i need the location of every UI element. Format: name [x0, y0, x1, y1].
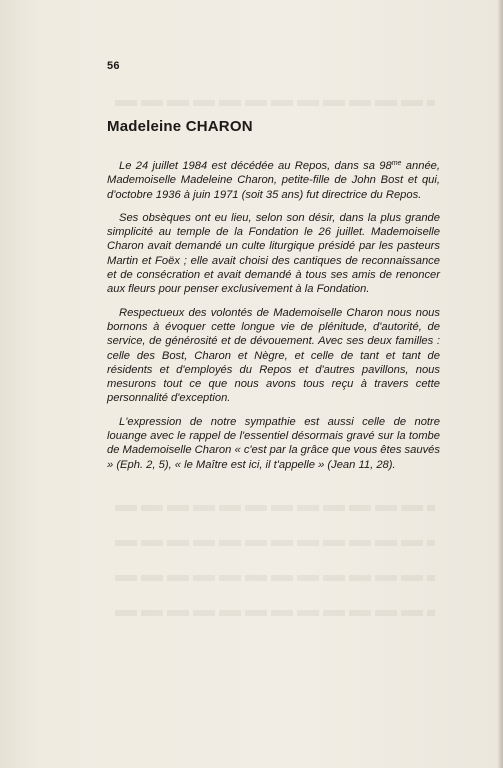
paragraph-1-end: année, Mademoiselle Madeleine Charon, petite-fille de John Bost et qui, d'octobre 1936 à juin 1971 (soit 35 ans) fut directrice du Repos. — [107, 160, 440, 201]
paragraph-2: Ses obsèques ont eu lieu, selon son désir, dans la plus grande simplicité au temple de la Fondation le 26 juillet. Mademoiselle Charon avait demandé un culte liturgique présidé par les pasteurs Martin et Foëx ; elle avait choisi des cantiques de reconnaissance et de consécration et avait demandé à tous ses amis de renoncer aux fleurs pour penser exclusivement à la Fondation. — [107, 211, 440, 296]
paragraph-3: Respectueux des volontés de Mademoiselle Charon nous nous bornons à évoquer cette longue vie de plénitude, d'autorité, de service, de générosité et de dévouement. Avec ses deux familles : celle des Bost, Charon et Nègre, et celle de tant et tant de résidents et d'employés du Repos et d'autres pavillons, nous mesurons tout ce que nous avons tous reçu à travers cette personnalité d'exception. — [107, 306, 440, 405]
show-through — [115, 100, 435, 106]
page-number: 56 — [107, 60, 120, 72]
show-through — [115, 505, 435, 511]
ordinal-suffix: me — [391, 160, 402, 167]
show-through — [115, 610, 435, 616]
article-title: Madeleine CHARON — [107, 118, 253, 135]
show-through — [115, 575, 435, 581]
paragraph-4: L'expression de notre sympathie est aussi celle de notre louange avec le rappel de l'essentiel désormais gravé sur la tombe de Mademoiselle Charon « c'est par la grâce que vous êtes sauvés » (Eph. 2, 5), « le Maître est ici, il t'appelle » (Jean 11, 28). — [107, 415, 440, 471]
paragraph-1-start: Le 24 juillet 1984 est décédée au Repos, dans sa 98 — [119, 160, 392, 172]
paragraph-1 — [107, 159, 440, 202]
show-through — [115, 540, 435, 546]
article-body — [107, 159, 440, 481]
page-edge-shadow — [497, 0, 503, 768]
